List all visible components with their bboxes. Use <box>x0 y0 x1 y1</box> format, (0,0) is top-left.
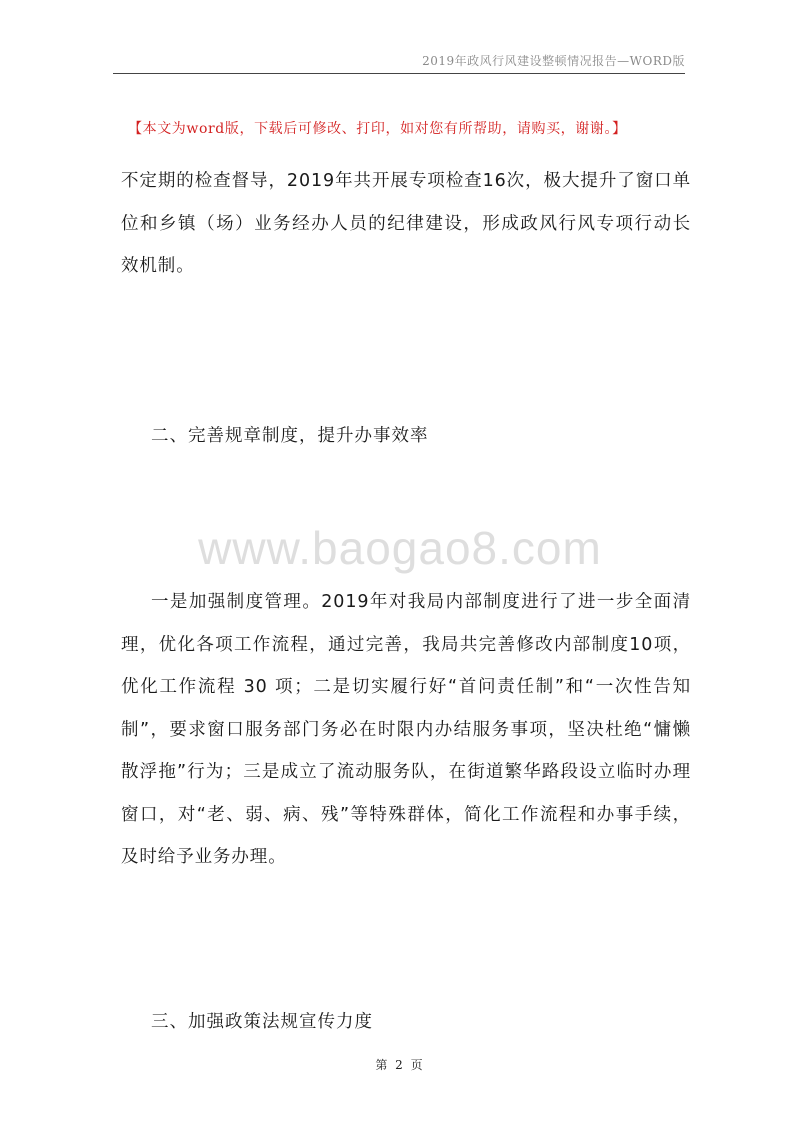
header-divider <box>113 73 685 74</box>
paragraph-system-management: 一是加强制度管理。2019年对我局内部制度进行了进一步全面清理，优化各项工作流程，通过完善，我局共完善修改内部制度10项，优化工作流程 30 项；二是切实履行好“首问责任制”和“一次性告知制”，要求窗口服务部门务必在时限内办结服务事项，坚决杜绝“慵懒散浮拖”行为；三是成立了流动服务队，在街道繁华路段设立临时办理窗口，对“老、弱、病、残”等特殊群体，简化工作流程和办事手续，及时给予业务办理。 <box>121 592 691 867</box>
watermark-text: www.baogao8.com <box>198 522 602 574</box>
paragraph-inspection: 不定期的检查督导，2019年共开展专项检查16次，极大提升了窗口单位和乡镇（场）业务经办人员的纪律建设，形成政风行风专项行动长效机制。 <box>121 171 691 276</box>
section-heading-2: 二、完善规章制度，提升办事效率 <box>151 426 429 446</box>
page-number: 第 2 页 <box>375 1058 425 1072</box>
document-header-title: 2019年政风行风建设整顿情况报告—WORD版 <box>422 54 685 68</box>
section-heading-3: 三、加强政策法规宣传力度 <box>151 1012 373 1032</box>
download-notice: 【本文为word版，下载后可修改、打印，如对您有所帮助，请购买，谢谢。】 <box>128 121 627 137</box>
